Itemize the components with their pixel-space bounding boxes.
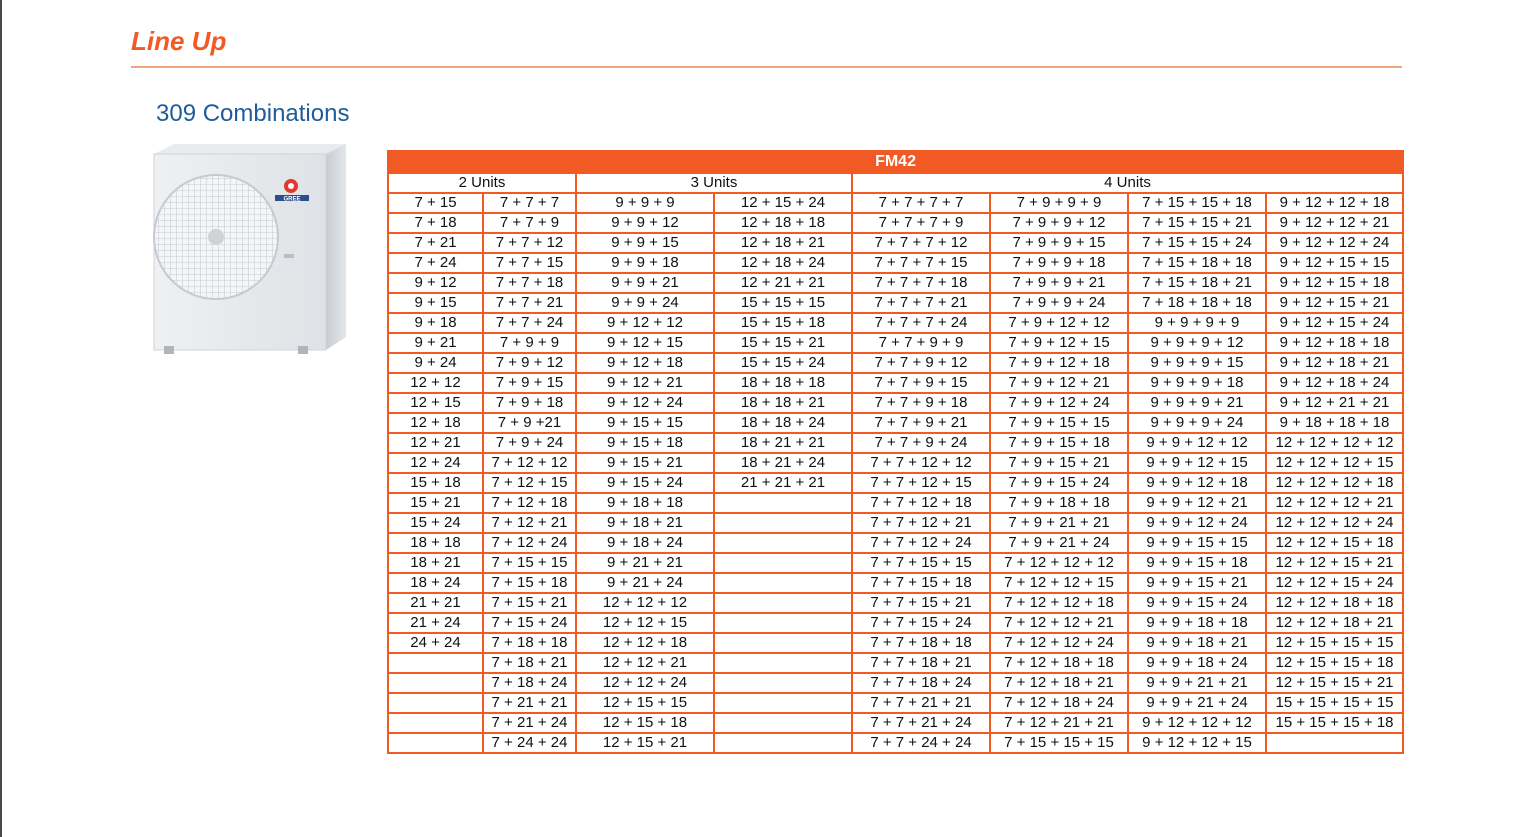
combination-cell: 12 + 12 + 12: [576, 593, 714, 613]
combination-cell: 7 + 9 + 21 + 21: [990, 513, 1128, 533]
combination-cell: [714, 633, 852, 653]
combination-cell: 18 + 21 + 24: [714, 453, 852, 473]
combination-cell: 7 + 7 + 18: [483, 273, 576, 293]
combination-cell: 7 + 15 + 21: [483, 593, 576, 613]
combination-cell: 9 + 15 + 21: [576, 453, 714, 473]
combination-cell: 12 + 21 + 21: [714, 273, 852, 293]
combination-cell: 12 + 15 + 24: [714, 193, 852, 213]
combination-cell: 7 + 7 + 12 + 15: [852, 473, 990, 493]
combinations-count-heading: 309 Combinations: [156, 100, 350, 127]
combination-cell: 12 + 12 + 18 + 21: [1266, 613, 1403, 633]
combination-cell: 12 + 12 + 15 + 24: [1266, 573, 1403, 593]
combination-cell: 7 + 15 + 15: [483, 553, 576, 573]
combination-cell: 15 + 21: [388, 493, 483, 513]
combination-cell: 15 + 24: [388, 513, 483, 533]
combination-cell: [714, 693, 852, 713]
table-row: [388, 493, 1403, 513]
combination-cell: 9 + 9 + 12 + 15: [1128, 453, 1266, 473]
combination-cell: 7 + 7 + 7 + 21: [852, 293, 990, 313]
combination-cell: 9 + 9 + 12 + 18: [1128, 473, 1266, 493]
combination-cell: [388, 673, 483, 693]
table-row: [388, 193, 1403, 213]
combination-cell: 7 + 9 + 9 + 12: [990, 213, 1128, 233]
combination-cell: 7 + 7 + 9 + 12: [852, 353, 990, 373]
combination-cell: 9 + 18 + 18 + 18: [1266, 413, 1403, 433]
combination-cell: 7 + 15 + 15 + 15: [990, 733, 1128, 753]
combination-cell: [714, 533, 852, 553]
combination-cell: 7 + 7 + 24: [483, 313, 576, 333]
combination-cell: [714, 713, 852, 733]
combination-cell: 7 + 12 + 12 + 18: [990, 593, 1128, 613]
combination-cell: 7 + 7 + 12 + 21: [852, 513, 990, 533]
table-row: [388, 253, 1403, 273]
combination-cell: 7 + 12 + 15: [483, 473, 576, 493]
combination-cell: 7 + 7 + 24 + 24: [852, 733, 990, 753]
combination-cell: 7 + 15 + 15 + 21: [1128, 213, 1266, 233]
combination-cell: 12 + 12 + 12 + 18: [1266, 473, 1403, 493]
combination-cell: 12 + 12 + 12 + 15: [1266, 453, 1403, 473]
combination-cell: 9 + 12 + 12 + 21: [1266, 213, 1403, 233]
combination-cell: 12 + 12 + 15 + 21: [1266, 553, 1403, 573]
combination-cell: 12 + 21: [388, 433, 483, 453]
combination-cell: 15 + 15 + 18: [714, 313, 852, 333]
combination-cell: 7 + 15 + 18 + 21: [1128, 273, 1266, 293]
page-title: Line Up: [131, 26, 227, 56]
combination-cell: [714, 733, 852, 753]
combination-cell: 7 + 12 + 21 + 21: [990, 713, 1128, 733]
combination-cell: 9 + 24: [388, 353, 483, 373]
combination-cell: 9 + 15 + 24: [576, 473, 714, 493]
group-4-units: 4 Units: [852, 173, 1403, 193]
combination-cell: 7 + 7 + 9 + 15: [852, 373, 990, 393]
combination-cell: 9 + 18 + 24: [576, 533, 714, 553]
combination-cell: [714, 613, 852, 633]
combination-cell: 7 + 9 + 15 + 15: [990, 413, 1128, 433]
table-row: [388, 393, 1403, 413]
table-row: [388, 593, 1403, 613]
combination-cell: 12 + 12 + 18 + 18: [1266, 593, 1403, 613]
combination-cell: 9 + 21 + 21: [576, 553, 714, 573]
combination-cell: [714, 513, 852, 533]
combination-cell: 7 + 9 + 15 + 18: [990, 433, 1128, 453]
table-row: [388, 653, 1403, 673]
combination-cell: 7 + 9 + 9 + 21: [990, 273, 1128, 293]
combination-cell: 7 + 9 + 18: [483, 393, 576, 413]
table-row: [388, 733, 1403, 753]
combination-cell: 18 + 18: [388, 533, 483, 553]
combination-cell: 9 + 9 + 9 + 9: [1128, 313, 1266, 333]
combination-cell: 7 + 9 + 12 + 18: [990, 353, 1128, 373]
combination-cell: 9 + 9 + 18 + 21: [1128, 633, 1266, 653]
combination-cell: 7 + 15 + 15 + 24: [1128, 233, 1266, 253]
combination-cell: [714, 553, 852, 573]
table-row: [388, 273, 1403, 293]
combination-cell: 9 + 9 + 9: [576, 193, 714, 213]
combination-cell: 7 + 15 + 15 + 18: [1128, 193, 1266, 213]
table-row: [388, 453, 1403, 473]
combination-cell: 7 + 7 + 15 + 24: [852, 613, 990, 633]
table-row: [388, 433, 1403, 453]
combination-cell: 18 + 18 + 21: [714, 393, 852, 413]
combination-cell: 7 + 9 + 9 + 9: [990, 193, 1128, 213]
combination-cell: 7 + 12 + 12: [483, 453, 576, 473]
combination-cell: 7 + 18: [388, 213, 483, 233]
table-row: [388, 693, 1403, 713]
table-row: [388, 713, 1403, 733]
combination-cell: 7 + 7 + 12 + 18: [852, 493, 990, 513]
combination-cell: 9 + 9 + 15: [576, 233, 714, 253]
combination-cell: 9 + 9 + 18: [576, 253, 714, 273]
combination-cell: 12 + 12 + 18: [576, 633, 714, 653]
combination-cell: 9 + 12 + 12: [576, 313, 714, 333]
table-row: [388, 213, 1403, 233]
combination-cell: 7 + 7 + 9 + 24: [852, 433, 990, 453]
combination-cell: 9 + 9 + 9 + 21: [1128, 393, 1266, 413]
combination-cell: 7 + 9 + 9 + 24: [990, 293, 1128, 313]
combination-cell: 15 + 15 + 15 + 18: [1266, 713, 1403, 733]
combination-cell: 7 + 7 + 12 + 12: [852, 453, 990, 473]
combinations-table: [387, 150, 1404, 754]
combination-cell: 7 + 12 + 24: [483, 533, 576, 553]
combination-cell: 9 + 12 + 12 + 12: [1128, 713, 1266, 733]
combination-cell: 9 + 9 + 15 + 24: [1128, 593, 1266, 613]
combination-cell: 7 + 9 + 15 + 24: [990, 473, 1128, 493]
title-divider: [131, 66, 1402, 68]
combination-cell: 9 + 12 + 15 + 24: [1266, 313, 1403, 333]
combination-cell: 12 + 15 + 21: [576, 733, 714, 753]
combination-cell: 7 + 7 + 7 + 18: [852, 273, 990, 293]
combination-cell: 9 + 9 + 12 + 24: [1128, 513, 1266, 533]
combination-cell: 7 + 9 + 9 + 18: [990, 253, 1128, 273]
combination-cell: 12 + 15 + 15 + 15: [1266, 633, 1403, 653]
combination-cell: 15 + 18: [388, 473, 483, 493]
combination-cell: 7 + 9 + 9: [483, 333, 576, 353]
combination-cell: 7 + 24 + 24: [483, 733, 576, 753]
combination-cell: 7 + 15 + 18: [483, 573, 576, 593]
combination-cell: 9 + 9 + 15 + 21: [1128, 573, 1266, 593]
combination-cell: [714, 593, 852, 613]
combination-cell: 18 + 24: [388, 573, 483, 593]
combination-cell: 7 + 7 + 7: [483, 193, 576, 213]
table-row: [388, 313, 1403, 333]
combination-cell: 9 + 12 + 12 + 18: [1266, 193, 1403, 213]
combination-cell: 9 + 18 + 18: [576, 493, 714, 513]
combination-cell: 7 + 18 + 18: [483, 633, 576, 653]
combination-cell: 9 + 9 + 9 + 24: [1128, 413, 1266, 433]
table-row: [388, 633, 1403, 653]
page-edge-line: [0, 0, 2, 837]
combination-cell: 12 + 24: [388, 453, 483, 473]
combination-cell: 9 + 15: [388, 293, 483, 313]
combination-cell: 7 + 9 + 12 + 21: [990, 373, 1128, 393]
combination-cell: [714, 493, 852, 513]
combination-cell: 9 + 9 + 18 + 24: [1128, 653, 1266, 673]
combination-cell: 7 + 12 + 18 + 24: [990, 693, 1128, 713]
combination-cell: 9 + 12 + 18 + 21: [1266, 353, 1403, 373]
group-2-units: 2 Units: [388, 173, 576, 193]
combination-cell: 9 + 9 + 12 + 12: [1128, 433, 1266, 453]
combination-cell: 7 + 7 + 7 + 9: [852, 213, 990, 233]
combination-cell: 9 + 12 + 15: [576, 333, 714, 353]
combination-cell: 7 + 7 + 12 + 24: [852, 533, 990, 553]
table-row: [388, 353, 1403, 373]
combination-cell: 7 + 7 + 15: [483, 253, 576, 273]
combination-cell: 9 + 12 + 12 + 15: [1128, 733, 1266, 753]
combination-cell: 7 + 21 + 24: [483, 713, 576, 733]
table-row: [388, 673, 1403, 693]
combination-cell: [714, 673, 852, 693]
combination-cell: 15 + 15 + 15 + 15: [1266, 693, 1403, 713]
combination-cell: [388, 653, 483, 673]
combination-cell: 7 + 12 + 12 + 21: [990, 613, 1128, 633]
combination-cell: [388, 713, 483, 733]
combination-cell: 9 + 12 + 24: [576, 393, 714, 413]
combination-cell: 21 + 21 + 21: [714, 473, 852, 493]
combination-cell: 9 + 12 + 15 + 15: [1266, 253, 1403, 273]
table-row: [388, 413, 1403, 433]
combination-cell: 7 + 9 + 12 + 24: [990, 393, 1128, 413]
combination-cell: 7 + 12 + 12 + 12: [990, 553, 1128, 573]
table-row: [388, 613, 1403, 633]
combination-cell: 9 + 9 + 9 + 15: [1128, 353, 1266, 373]
gree-logo-text: GREE: [283, 196, 301, 203]
combination-cell: 7 + 9 + 24: [483, 433, 576, 453]
combination-cell: 9 + 12: [388, 273, 483, 293]
model-header: FM42: [388, 151, 1403, 173]
combination-cell: 7 + 15: [388, 193, 483, 213]
combination-cell: 7 + 7 + 15 + 15: [852, 553, 990, 573]
combination-cell: 7 + 9 + 21 + 24: [990, 533, 1128, 553]
combination-cell: 9 + 12 + 12 + 24: [1266, 233, 1403, 253]
combination-cell: 12 + 12 + 21: [576, 653, 714, 673]
combination-cell: 12 + 15: [388, 393, 483, 413]
combination-cell: 12 + 12: [388, 373, 483, 393]
combination-cell: 7 + 15 + 18 + 18: [1128, 253, 1266, 273]
combination-cell: 7 + 24: [388, 253, 483, 273]
combination-cell: 18 + 21 + 21: [714, 433, 852, 453]
combination-cell: 9 + 12 + 21: [576, 373, 714, 393]
table-row: [388, 473, 1403, 493]
combination-cell: [388, 733, 483, 753]
combination-cell: 9 + 21 + 24: [576, 573, 714, 593]
combination-cell: 7 + 7 + 7 + 12: [852, 233, 990, 253]
combination-cell: 9 + 12 + 18: [576, 353, 714, 373]
combination-cell: 7 + 12 + 18: [483, 493, 576, 513]
table-row: [388, 293, 1403, 313]
combination-cell: 15 + 15 + 24: [714, 353, 852, 373]
table-row: [388, 373, 1403, 393]
combination-cell: 7 + 7 + 15 + 21: [852, 593, 990, 613]
combination-cell: 9 + 9 + 21 + 24: [1128, 693, 1266, 713]
combination-cell: 7 + 9 + 18 + 18: [990, 493, 1128, 513]
combination-cell: 12 + 15 + 15 + 21: [1266, 673, 1403, 693]
outdoor-unit-image: [146, 142, 356, 357]
combination-cell: 7 + 7 + 7 + 15: [852, 253, 990, 273]
combination-cell: 7 + 7 + 21 + 21: [852, 693, 990, 713]
combination-cell: 9 + 9 + 21: [576, 273, 714, 293]
combination-cell: 7 + 9 + 12: [483, 353, 576, 373]
combination-cell: 9 + 9 + 12: [576, 213, 714, 233]
table-row: [388, 513, 1403, 533]
combination-cell: 7 + 9 + 9 + 15: [990, 233, 1128, 253]
combination-cell: 7 + 7 + 18 + 18: [852, 633, 990, 653]
table-row: [388, 233, 1403, 253]
combination-cell: 7 + 12 + 12 + 24: [990, 633, 1128, 653]
combination-cell: 15 + 15 + 15: [714, 293, 852, 313]
combination-cell: 9 + 12 + 21 + 21: [1266, 393, 1403, 413]
unit-group-header-row: [388, 173, 1403, 193]
combination-cell: 9 + 9 + 15 + 15: [1128, 533, 1266, 553]
combination-cell: 7 + 7 + 7 + 7: [852, 193, 990, 213]
combination-cell: 12 + 12 + 15: [576, 613, 714, 633]
combination-cell: 9 + 9 + 21 + 21: [1128, 673, 1266, 693]
combination-cell: 12 + 12 + 12 + 12: [1266, 433, 1403, 453]
combination-cell: 7 + 15 + 24: [483, 613, 576, 633]
combination-cell: 7 + 12 + 18 + 21: [990, 673, 1128, 693]
combination-cell: 9 + 15 + 15: [576, 413, 714, 433]
combination-cell: 9 + 18 + 21: [576, 513, 714, 533]
combination-cell: 12 + 15 + 15 + 18: [1266, 653, 1403, 673]
combination-cell: 7 + 12 + 18 + 18: [990, 653, 1128, 673]
combination-cell: 7 + 21 + 21: [483, 693, 576, 713]
combination-cell: 12 + 12 + 15 + 18: [1266, 533, 1403, 553]
group-3-units: 3 Units: [576, 173, 852, 193]
combination-cell: 9 + 12 + 15 + 18: [1266, 273, 1403, 293]
combination-cell: 7 + 7 + 9: [483, 213, 576, 233]
combination-cell: 7 + 18 + 21: [483, 653, 576, 673]
combination-cell: [714, 653, 852, 673]
combination-cell: 9 + 9 + 18 + 18: [1128, 613, 1266, 633]
combination-cell: 12 + 18: [388, 413, 483, 433]
combination-cell: 18 + 18 + 24: [714, 413, 852, 433]
combination-cell: 7 + 7 + 15 + 18: [852, 573, 990, 593]
combination-cell: 7 + 7 + 18 + 21: [852, 653, 990, 673]
combination-cell: 18 + 18 + 18: [714, 373, 852, 393]
combination-cell: 18 + 21: [388, 553, 483, 573]
combination-cell: 7 + 21: [388, 233, 483, 253]
combination-cell: [714, 573, 852, 593]
combination-cell: 7 + 18 + 24: [483, 673, 576, 693]
combination-cell: 7 + 7 + 21: [483, 293, 576, 313]
combination-cell: 9 + 12 + 18 + 24: [1266, 373, 1403, 393]
combination-cell: 7 + 7 + 12: [483, 233, 576, 253]
combination-cell: 7 + 7 + 7 + 24: [852, 313, 990, 333]
combination-cell: 12 + 18 + 24: [714, 253, 852, 273]
combination-cell: 7 + 9 + 15: [483, 373, 576, 393]
combination-cell: 24 + 24: [388, 633, 483, 653]
table-row: [388, 573, 1403, 593]
table-row: [388, 533, 1403, 553]
combination-cell: 7 + 7 + 9 + 18: [852, 393, 990, 413]
combination-cell: 7 + 7 + 18 + 24: [852, 673, 990, 693]
combination-cell: 7 + 12 + 21: [483, 513, 576, 533]
combination-cell: 7 + 18 + 18 + 18: [1128, 293, 1266, 313]
combination-cell: 12 + 12 + 12 + 21: [1266, 493, 1403, 513]
combination-cell: 7 + 9 + 12 + 12: [990, 313, 1128, 333]
combination-cell: 9 + 15 + 18: [576, 433, 714, 453]
combination-cell: 7 + 9 + 12 + 15: [990, 333, 1128, 353]
combination-cell: 21 + 24: [388, 613, 483, 633]
combination-cell: 15 + 15 + 21: [714, 333, 852, 353]
combination-cell: [388, 693, 483, 713]
combination-cell: 7 + 12 + 12 + 15: [990, 573, 1128, 593]
combination-cell: 7 + 9 + 15 + 21: [990, 453, 1128, 473]
combinations-body: [388, 193, 1403, 753]
combination-cell: 7 + 7 + 21 + 24: [852, 713, 990, 733]
combination-cell: 9 + 9 + 15 + 18: [1128, 553, 1266, 573]
combination-cell: 9 + 18: [388, 313, 483, 333]
combination-cell: 12 + 18 + 18: [714, 213, 852, 233]
table-row: [388, 333, 1403, 353]
combination-cell: 9 + 9 + 9 + 12: [1128, 333, 1266, 353]
combination-cell: 9 + 9 + 12 + 21: [1128, 493, 1266, 513]
combination-cell: 7 + 7 + 9 + 9: [852, 333, 990, 353]
table-row: [388, 553, 1403, 573]
combination-cell: 9 + 21: [388, 333, 483, 353]
combination-cell: 9 + 9 + 9 + 18: [1128, 373, 1266, 393]
combination-cell: 12 + 12 + 24: [576, 673, 714, 693]
combination-cell: 7 + 7 + 9 + 21: [852, 413, 990, 433]
combination-cell: 9 + 12 + 18 + 18: [1266, 333, 1403, 353]
combination-cell: 9 + 12 + 15 + 21: [1266, 293, 1403, 313]
combination-cell: [1266, 733, 1403, 753]
combination-cell: 9 + 9 + 24: [576, 293, 714, 313]
combination-cell: 12 + 15 + 18: [576, 713, 714, 733]
combination-cell: 7 + 9 +21: [483, 413, 576, 433]
combination-cell: 21 + 21: [388, 593, 483, 613]
combination-cell: 12 + 15 + 15: [576, 693, 714, 713]
combination-cell: 12 + 12 + 12 + 24: [1266, 513, 1403, 533]
combination-cell: 12 + 18 + 21: [714, 233, 852, 253]
